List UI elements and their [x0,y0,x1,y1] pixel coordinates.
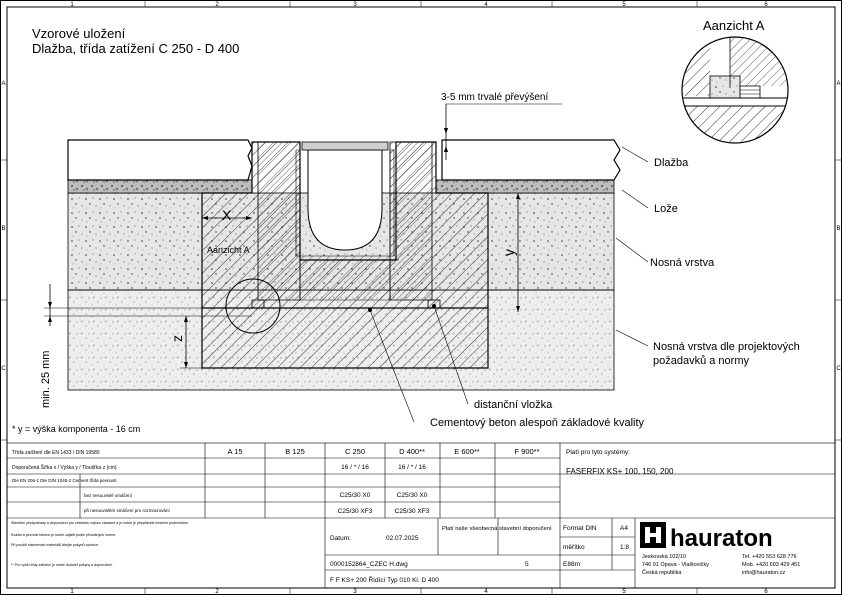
address-3: Česká republika [642,570,682,576]
label-loze: Lože [654,203,678,215]
title-block-text [11,447,674,584]
date-label: Datum: [330,535,351,542]
row-label-3: bez nesouvislé smáčení [84,493,133,498]
bedding-right [436,180,614,193]
label-nosna-proj-1: Nosná vrstva dle projektových [653,341,800,353]
row3-d400: C25/30 X0 [396,492,428,499]
cross-section [68,140,620,390]
class-c250: C 250 [344,447,366,456]
detail-a [680,18,790,146]
row-label-2: Dle EN 206-1 Dle DIN 1045-2 Cement třída pevnosti [12,478,117,483]
paver-left [68,140,252,180]
label-distancni: distanční vložka [474,399,553,411]
grid-row-c-right: C [836,366,841,372]
label-nosna: Nosná vrstva [650,257,715,269]
row1-d400: 16 / * / 16 [398,464,426,471]
grid-col-3-bottom: 3 [353,589,357,595]
spacer-left [252,300,264,308]
systems: FASERFIX KS+ 100, 150, 200 [566,467,674,476]
channel-invert [308,150,382,250]
grid-row-a-right: A [836,81,841,87]
row-label-0: Třída zatížení dle EN 1433 / DIN 19580 [12,450,100,456]
grid-col-2: 2 [215,2,219,8]
row4-d400: C25/30 XF3 [394,508,430,515]
grid-col-4: 4 [484,2,488,8]
row3-c250: C25/30 X0 [339,492,371,499]
grid-row-b: B [1,226,6,232]
drawing-title: Vzorové uložení [32,26,126,41]
bedding-left [68,180,252,193]
grid-row-c: C [1,366,6,372]
grid-col-5-bottom: 5 [622,589,626,595]
row4-c250: C25/30 XF3 [337,508,373,515]
company-name: hauraton [670,525,773,552]
file-index: 5 [525,561,529,568]
grid-col-1-bottom: 1 [70,589,74,595]
grid-col-2-bottom: 2 [215,589,219,595]
note-title: Platí naše všeobecná stavební doporučení [442,526,552,532]
label-nosna-proj-2: požadavků a normy [653,355,749,367]
dim-y-label: y [501,249,517,256]
note-0: Stavební předpoklady a doporučení pro vestavbu nejsou závazné a je nutné je přizpůsobit místním podmínkám. [11,521,189,525]
company-block [640,522,800,576]
grate [302,142,388,150]
dim-z-label: z [169,335,185,342]
overlap-note-text: 3-5 mm trvalé převýšení [441,92,549,103]
grid-col-5: 5 [622,2,626,8]
grid-row-b-right: B [836,226,841,232]
product: F F KS+ 200 Řídící Typ 010 Kl. D 400 [330,577,439,584]
grid-col-3: 3 [353,2,357,8]
channel-wall-left [258,142,300,300]
class-b125: B 125 [285,447,305,456]
mobile: Mob. +420 603 429 451 [742,562,801,568]
label-dlazba: Dlažba [654,157,689,169]
scale-label: měřítko [563,544,585,551]
hauraton-logo-icon [640,522,666,548]
format: A4 [620,525,628,532]
grid-col-6: 6 [764,2,768,8]
paver-right [442,140,620,180]
class-a15: A 15 [227,447,243,456]
file: 0000152864_CZEC H.dwg [330,561,408,568]
address-2: 746 01 Opava - Vlaštovičky [642,562,709,568]
footnote: * y = výška komponenta - 16 cm [12,424,141,434]
sheet-code: E88m [563,561,580,568]
dim-x-label: X [222,207,232,223]
row-label-4: při nesouvislém smáčení pro rozmrazování [84,508,170,513]
class-e600: E 600** [454,447,480,456]
grid-col-4-bottom: 4 [484,589,488,595]
grid-col-1: 1 [70,2,74,8]
detail-a-label: Aanzicht A [207,245,250,255]
note-2: Při použití stavebních materiálů dbejte pokynů výrobce. [11,543,100,547]
class-f900: F 900** [514,447,540,456]
class-d400: D 400** [399,447,425,456]
note-3: ** Pro vyšší třídy zatížení je nutné dodržet pokyny a doporučení. [11,563,114,567]
grid-col-6-bottom: 6 [764,589,768,595]
scale: 1:8 [620,544,630,551]
row1-c250: 16 / * / 16 [341,464,369,471]
channel-wall-right [390,142,432,300]
detail-a-title: Aanzicht A [703,18,765,33]
address-1: Jeskovská 102/10 [642,554,687,560]
note-1: Kvalitu a pevnost betonu je nutné zajistit podle příslušných norem. [11,533,117,537]
grid-row-a: A [1,81,6,87]
row-label-1: Doporučená Šířka x / Výška y / Tloušťka z (cm) [12,465,117,471]
dim-min-label: min. 25 mm [40,350,52,408]
valid-for-label: Platí pro tyto systémy: [566,449,630,456]
format-label: Format DIN [563,525,597,532]
date: 02.07.2025 [386,535,419,542]
label-beton: Cementový beton alespoň základové kvality [430,417,645,429]
phone: Tel. +420 553 628 776 [742,554,797,560]
drawing-subtitle: Dlažba, třída zatížení C 250 - D 400 [32,41,240,56]
email: info@hauraton.cz [742,570,786,576]
